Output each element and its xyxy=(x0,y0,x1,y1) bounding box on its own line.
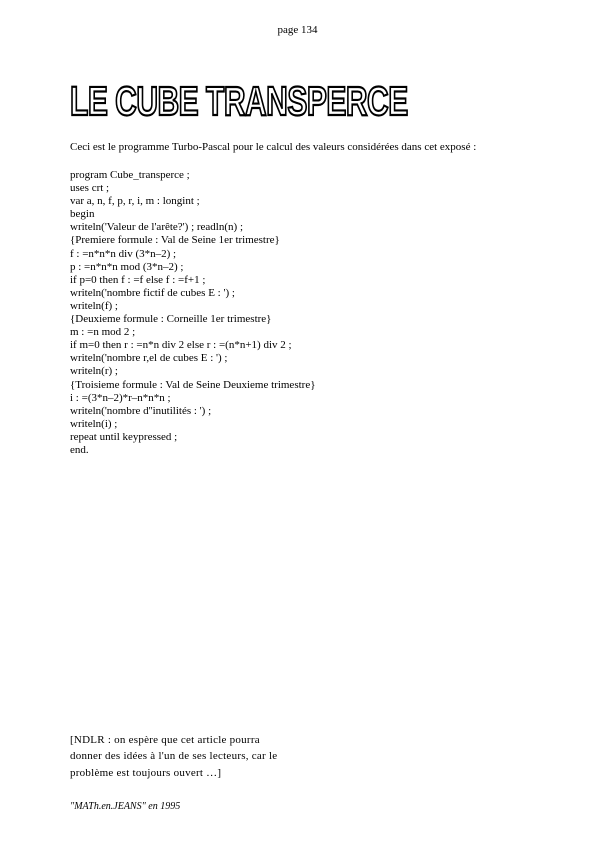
code-line: uses crt ; xyxy=(70,182,110,195)
code-line: writeln('nombre d''inutilités : ') ; xyxy=(70,404,212,417)
note-line: [NDLR : on espère que cet article pourra xyxy=(70,734,260,746)
code-line: p : =n*n*n mod (3*n–2) ; xyxy=(70,260,184,273)
page-number: page 134 xyxy=(277,24,318,36)
code-line: repeat until keypressed ; xyxy=(70,430,178,443)
program-listing xyxy=(70,169,315,457)
code-line: writeln('nombre fictif de cubes E : ') ; xyxy=(70,286,235,299)
code-line: {Deuxieme formule : Corneille 1er trimestre} xyxy=(70,313,272,326)
code-line: {Troisieme formule : Val de Seine Deuxieme trimestre} xyxy=(70,378,316,391)
article-title: LE CUBE TRANSPERCE xyxy=(70,80,408,125)
code-line: var a, n, f, p, r, i, m : longint ; xyxy=(70,195,200,208)
code-line: writeln(r) ; xyxy=(70,365,118,378)
footer-credit: "MATh.en.JEANS" en 1995 xyxy=(70,801,181,812)
code-line: m : =n mod 2 ; xyxy=(70,326,136,339)
note-line: problème est toujours ouvert …] xyxy=(70,766,222,779)
code-line: begin xyxy=(70,208,95,221)
title-block xyxy=(70,80,408,125)
intro-paragraph: Ceci est le programme Turbo-Pascal pour le calcul des valeurs considérées dans cet exposé : xyxy=(70,141,477,153)
code-line: {Premiere formule : Val de Seine 1er trimestre} xyxy=(70,234,280,247)
note-line: donner des idées à l'un de ses lecteurs, car le xyxy=(70,750,278,763)
code-line: writeln(i) ; xyxy=(70,417,118,430)
editor-note xyxy=(70,732,277,781)
code-line: end. xyxy=(70,443,89,456)
code-line: writeln('Valeur de l'arête?') ; readln(n) ; xyxy=(70,221,243,234)
code-line: writeln('nombre r,el de cubes E : ') ; xyxy=(70,352,228,365)
code-line: if p=0 then f : =f else f : =f+1 ; xyxy=(70,273,206,286)
code-line: program Cube_transperce ; xyxy=(70,169,190,181)
code-line: i : =(3*n–2)*r–n*n*n ; xyxy=(70,391,171,404)
code-line: writeln(f) ; xyxy=(70,299,118,312)
code-line: f : =n*n*n div (3*n–2) ; xyxy=(70,247,177,260)
code-line: if m=0 then r : =n*n div 2 else r : =(n*n+1) div 2 ; xyxy=(70,339,292,352)
